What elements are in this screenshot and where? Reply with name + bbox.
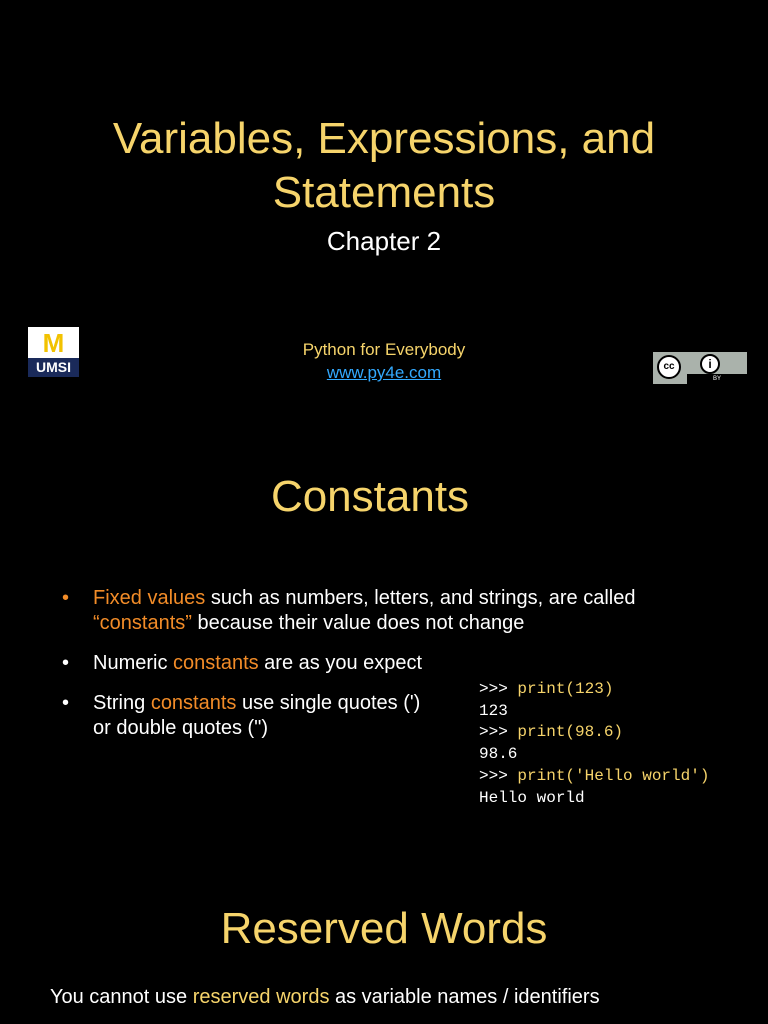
code-prompt: >>>: [479, 766, 518, 785]
code-prompt: >>>: [479, 723, 518, 742]
bullet-numeric-constants: [60, 651, 720, 676]
course-url-link[interactable]: www.py4e.com: [326, 363, 442, 382]
slide-title-line1: Variables, Expressions, and: [112, 114, 656, 163]
bullet-dot: •: [62, 587, 70, 609]
bullet2-text: Numeric: [93, 652, 174, 674]
code-line: [479, 766, 709, 788]
code-line: [479, 679, 709, 701]
bullet-dot: •: [62, 692, 70, 714]
reserved-text-start: You cannot use: [50, 986, 193, 1008]
code-command: print(98.6): [517, 723, 624, 742]
python-code-sample: [479, 679, 709, 809]
bullet3-text-end: use single quotes ('): [236, 692, 421, 714]
highlight-constants: constants: [150, 692, 237, 714]
highlight-fixed-values: Fixed values: [93, 587, 206, 609]
code-line: Hello world: [479, 788, 585, 807]
code-command: print('Hello world'): [517, 766, 710, 785]
constants-heading: Constants: [270, 472, 470, 521]
code-command: print(123): [517, 680, 614, 698]
chapter-subtitle: Chapter 2: [326, 226, 442, 256]
bullet3-text-line2: or double quotes ("): [93, 717, 268, 739]
highlight-constants: constants: [173, 652, 259, 674]
cc-by-license-badge[interactable]: [652, 351, 748, 385]
slide-title-line2: Statements: [272, 168, 496, 217]
umsi-logo-text: UMSI: [28, 358, 79, 377]
code-line: [479, 722, 709, 744]
code-line: 123: [479, 701, 508, 720]
code-line: 98.6: [479, 745, 518, 764]
attribution-icon: i: [700, 354, 720, 374]
bullet3-text: String: [93, 692, 151, 714]
cc-icon: cc: [657, 355, 681, 379]
highlight-reserved-words: reserved words: [192, 986, 330, 1008]
bullet1-text: such as numbers, letters, and strings, are called: [205, 587, 636, 609]
reserved-text-end: as variable names / identifiers: [329, 986, 600, 1008]
bullet-dot: •: [62, 652, 70, 674]
bullet2-text-end: are as you expect: [258, 652, 423, 674]
reserved-words-heading: Reserved Words: [220, 904, 548, 953]
umsi-logo-m: M: [42, 328, 65, 358]
license-label: BY: [687, 374, 747, 384]
course-title: Python for Everybody: [302, 340, 466, 359]
reserved-words-text: [50, 986, 600, 1009]
code-prompt: >>>: [479, 680, 518, 698]
bullet1-text-end: because their value does not change: [191, 612, 525, 634]
highlight-constants: “constants”: [93, 612, 192, 634]
slide-title: [0, 112, 768, 220]
bullet-fixed-values: [60, 586, 720, 636]
